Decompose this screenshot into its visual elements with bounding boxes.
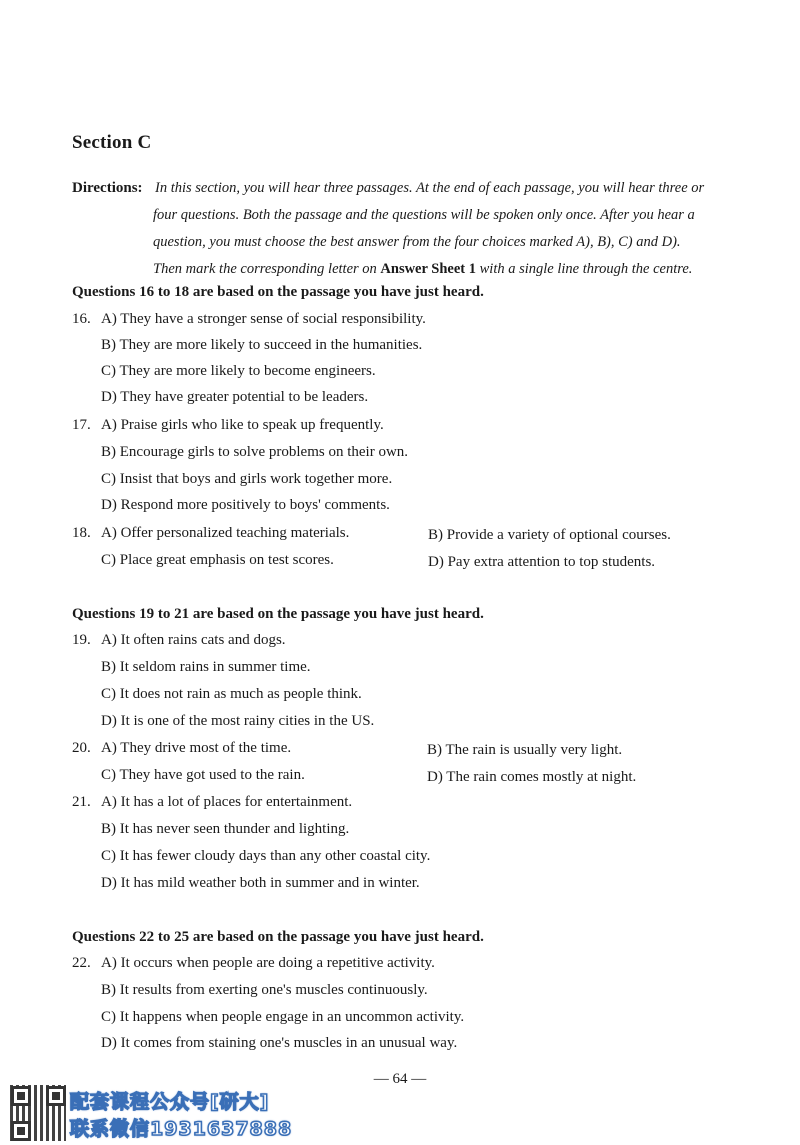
q20-option-b: B) The rain is usually very light.	[427, 742, 623, 758]
q19-option-c: C) It does not rain as much as people think.	[101, 686, 362, 702]
answer-sheet-phrase: Answer Sheet 1	[380, 261, 476, 277]
watermark-line-1: 配套课程公众号[研大]	[70, 1091, 270, 1113]
watermark	[10, 1085, 315, 1141]
question-number-17: 17.	[72, 417, 91, 433]
q17-option-c: C) Insist that boys and girls work together more.	[101, 471, 393, 487]
q21-option-a: A) It has a lot of places for entertainment.	[101, 794, 353, 810]
watermark-line-2: 联系微信1931637888	[70, 1118, 293, 1140]
q21-option-d: D) It has mild weather both in summer and in winter.	[101, 875, 420, 891]
directions-label: Directions:	[72, 180, 143, 196]
q16-option-a: A) They have a stronger sense of social responsibility.	[101, 311, 426, 327]
directions-line-4	[153, 256, 692, 283]
q22-option-d: D) It comes from staining one's muscles in an unusual way.	[101, 1035, 458, 1051]
q17-option-b: B) Encourage girls to solve problems on their own.	[101, 444, 409, 460]
q22-option-b: B) It results from exerting one's muscles continuously.	[101, 982, 428, 998]
q21-option-b: B) It has never seen thunder and lighting.	[101, 821, 350, 837]
q19-option-d: D) It is one of the most rainy cities in the US.	[101, 713, 375, 729]
q18-option-c: C) Place great emphasis on test scores.	[101, 552, 334, 568]
directions-line-4-tail: with a single line through the centre.	[479, 261, 693, 277]
section-title: Section C	[72, 132, 152, 153]
q17-option-a: A) Praise girls who like to speak up frequently.	[101, 417, 384, 433]
q16-option-d: D) They have greater potential to be leaders.	[101, 389, 369, 405]
q18-option-d: D) Pay extra attention to top students.	[428, 554, 656, 570]
q20-option-c: C) They have got used to the rain.	[101, 767, 305, 783]
qr-code-icon	[10, 1085, 66, 1141]
q16-option-c: C) They are more likely to become engineers.	[101, 363, 376, 379]
directions-line-2: four questions. Both the passage and the questions will be spoken only once. After you hear a	[153, 207, 695, 223]
directions-line-3: question, you must choose the best answer from the four choices marked A), B), C) and D).	[153, 234, 681, 250]
q19-option-b: B) It seldom rains in summer time.	[101, 659, 311, 675]
group-header-19-21: Questions 19 to 21 are based on the passage you have just heard.	[72, 606, 484, 622]
q20-option-d: D) The rain comes mostly at night.	[427, 769, 637, 785]
q16-option-b: B) They are more likely to succeed in the humanities.	[101, 337, 423, 353]
q22-option-c: C) It happens when people engage in an uncommon activity.	[101, 1009, 465, 1025]
group-header-16-18: Questions 16 to 18 are based on the passage you have just heard.	[72, 284, 484, 300]
question-number-20: 20.	[72, 740, 91, 756]
question-number-16: 16.	[72, 311, 91, 327]
group-header-22-25: Questions 22 to 25 are based on the passage you have just heard.	[72, 929, 484, 945]
directions-line-1: In this section, you will hear three passages. At the end of each passage, you will hear three or	[155, 180, 705, 196]
q19-option-a: A) It often rains cats and dogs.	[101, 632, 286, 648]
question-number-21: 21.	[72, 794, 91, 810]
q17-option-d: D) Respond more positively to boys' comments.	[101, 497, 390, 513]
page-number: — 64 —	[373, 1071, 427, 1087]
question-number-22: 22.	[72, 955, 91, 971]
q18-option-a: A) Offer personalized teaching materials.	[101, 525, 350, 541]
q20-option-a: A) They drive most of the time.	[101, 740, 292, 756]
q18-option-b: B) Provide a variety of optional courses.	[428, 527, 671, 543]
q21-option-c: C) It has fewer cloudy days than any other coastal city.	[101, 848, 431, 864]
q22-option-a: A) It occurs when people are doing a repetitive activity.	[101, 955, 435, 971]
question-number-19: 19.	[72, 632, 91, 648]
directions-line-4-text: Then mark the corresponding letter on	[153, 261, 377, 277]
question-number-18: 18.	[72, 525, 91, 541]
